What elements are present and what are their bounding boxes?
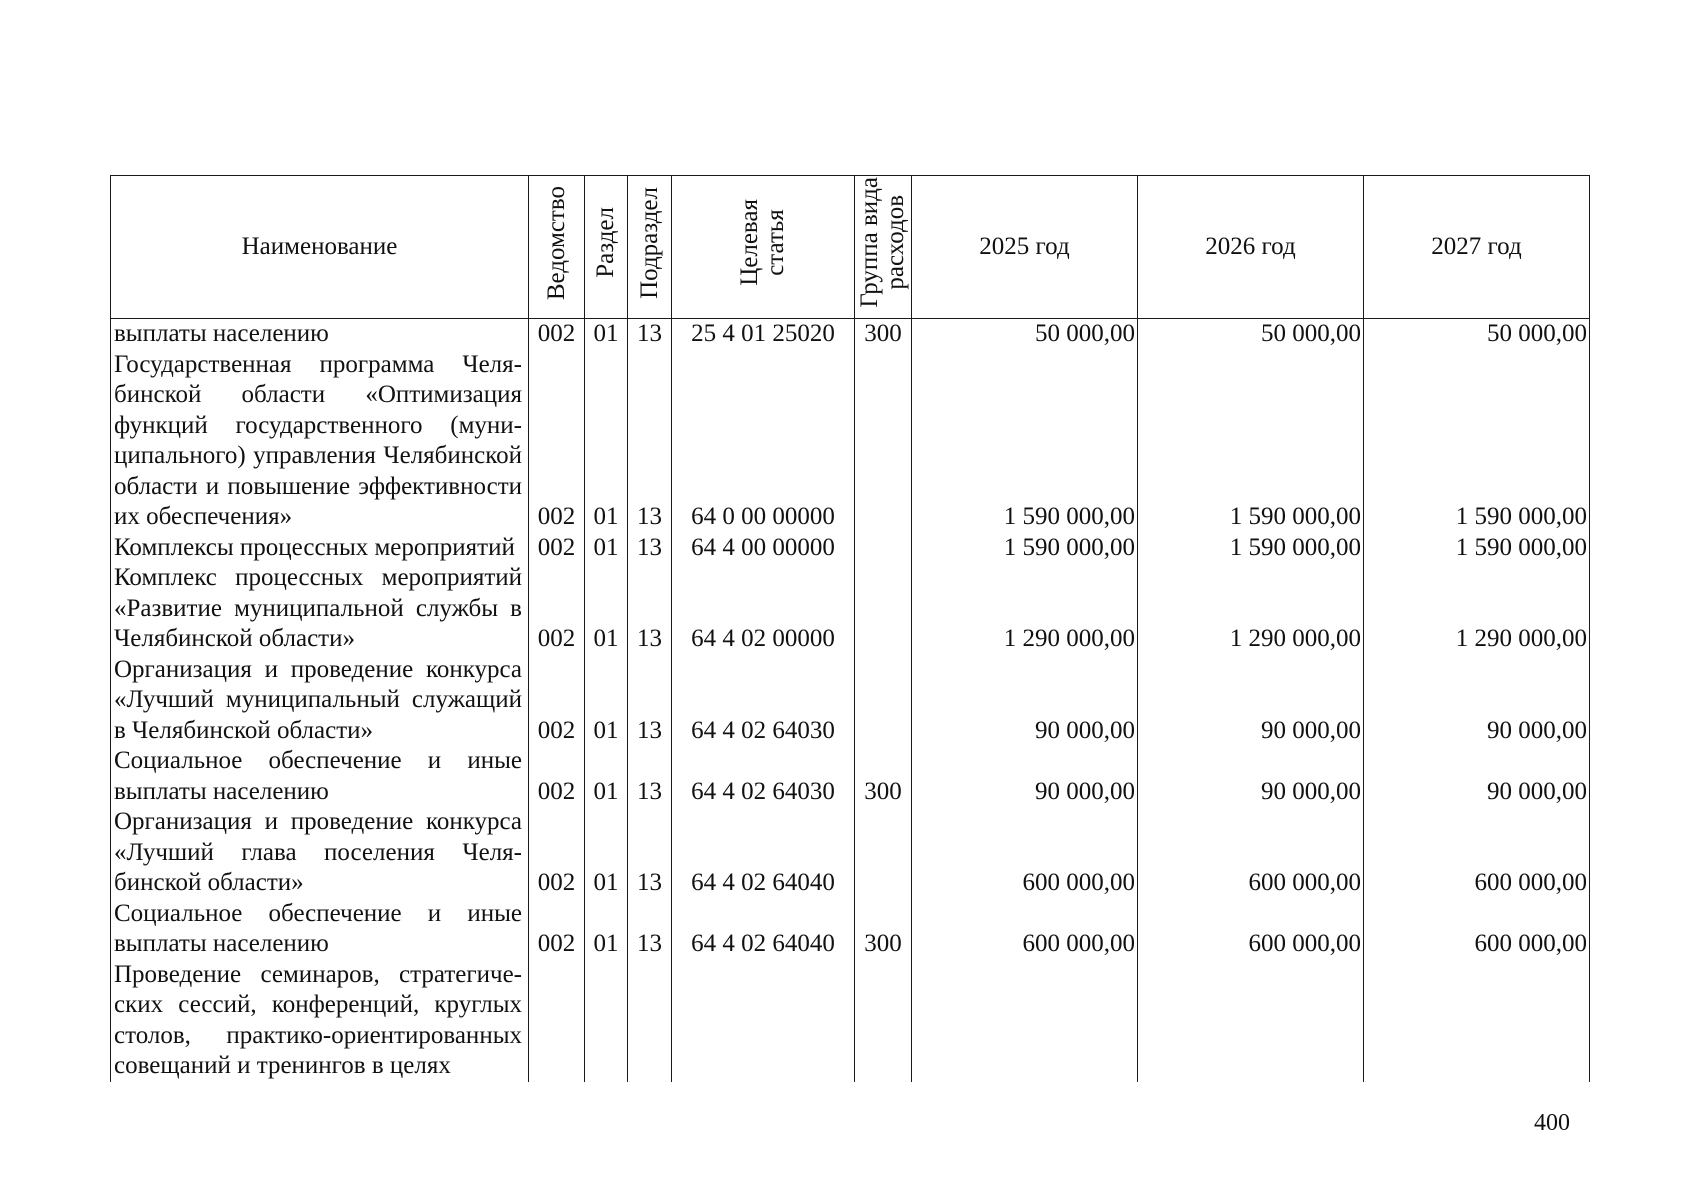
row-vedomstvo: 002 xyxy=(529,350,585,533)
row-podrazdel: 13 xyxy=(628,746,672,807)
row-razdel: 01 xyxy=(585,655,628,747)
header-gruppa-line2: расходов xyxy=(882,195,909,291)
row-gruppa xyxy=(855,807,912,899)
row-celevaya: 25 4 01 25020 xyxy=(672,319,855,350)
row-2025: 1 590 000,00 xyxy=(912,533,1138,564)
row-name: Комплексы процессных мероприятий xyxy=(111,533,529,564)
row-razdel: 01 xyxy=(585,746,628,807)
row-gruppa: 300 xyxy=(855,319,912,350)
header-celevaya-line1: Целевая xyxy=(736,199,763,287)
row-vedomstvo: 002 xyxy=(529,563,585,655)
row-2027: 90 000,00 xyxy=(1364,655,1590,747)
row-2026: 90 000,00 xyxy=(1138,746,1364,807)
row-name: Социальное обеспечение и иные выплаты населению xyxy=(111,746,529,807)
row-2025: 1 290 000,00 xyxy=(912,563,1138,655)
table-row xyxy=(111,899,1590,960)
row-vedomstvo xyxy=(529,960,585,1082)
row-vedomstvo: 002 xyxy=(529,746,585,807)
header-vedomstvo-text: Ведомство xyxy=(542,185,570,300)
header-gruppa-line1: Группа вида xyxy=(856,177,883,309)
row-celevaya: 64 4 00 00000 xyxy=(672,533,855,564)
row-name: Социальное обеспечение и иные выплаты населению xyxy=(111,899,529,960)
header-2027: 2027 год xyxy=(1364,176,1590,319)
row-gruppa xyxy=(855,350,912,533)
header-celevaya-text xyxy=(737,199,789,286)
row-celevaya: 64 4 02 00000 xyxy=(672,563,855,655)
header-razdel-text: Раздел xyxy=(592,207,619,279)
row-celevaya xyxy=(672,960,855,1082)
row-celevaya: 64 4 02 64040 xyxy=(672,899,855,960)
row-2027: 90 000,00 xyxy=(1364,746,1590,807)
header-2025: 2025 год xyxy=(912,176,1138,319)
header-podrazdel-text: Подраздел xyxy=(635,186,663,299)
header-vedomstvo xyxy=(529,176,585,319)
row-2026: 1 590 000,00 xyxy=(1138,350,1364,533)
row-2026 xyxy=(1138,960,1364,1082)
row-gruppa: 300 xyxy=(855,899,912,960)
table-row xyxy=(111,746,1590,807)
row-podrazdel xyxy=(628,960,672,1082)
header-gruppa-text xyxy=(857,177,909,308)
row-2026: 1 590 000,00 xyxy=(1138,533,1364,564)
table-row xyxy=(111,350,1590,533)
table-row xyxy=(111,655,1590,747)
header-2026: 2026 год xyxy=(1138,176,1364,319)
header-name: Наименование xyxy=(111,176,529,319)
row-podrazdel: 13 xyxy=(628,533,672,564)
budget-table xyxy=(110,175,1590,1082)
table-row xyxy=(111,960,1590,1082)
table-row xyxy=(111,319,1590,350)
row-podrazdel: 13 xyxy=(628,655,672,747)
row-2025 xyxy=(912,960,1138,1082)
table-row xyxy=(111,563,1590,655)
row-name: Комплекс процессных мероприятий «Развитие муниципальной службы в Челябинской области» xyxy=(111,563,529,655)
row-2027 xyxy=(1364,960,1590,1082)
row-2025: 600 000,00 xyxy=(912,899,1138,960)
row-2026: 600 000,00 xyxy=(1138,899,1364,960)
row-name: Проведение семинаров, стратегических сессий, конференций, круглых столов, практико-ориентированных совещаний и тренингов в целях xyxy=(111,960,529,1082)
page-number: 400 xyxy=(1534,1110,1570,1136)
row-razdel: 01 xyxy=(585,319,628,350)
row-2026: 600 000,00 xyxy=(1138,807,1364,899)
row-gruppa xyxy=(855,655,912,747)
row-razdel: 01 xyxy=(585,563,628,655)
row-2027: 50 000,00 xyxy=(1364,319,1590,350)
row-name: Организация и проведение конкурса «Лучший глава поселения Челябинской области» xyxy=(111,807,529,899)
row-razdel: 01 xyxy=(585,899,628,960)
row-celevaya: 64 4 02 64030 xyxy=(672,746,855,807)
header-razdel xyxy=(585,176,628,319)
header-podrazdel xyxy=(628,176,672,319)
row-2026: 1 290 000,00 xyxy=(1138,563,1364,655)
row-vedomstvo: 002 xyxy=(529,533,585,564)
row-celevaya: 64 4 02 64030 xyxy=(672,655,855,747)
row-podrazdel: 13 xyxy=(628,807,672,899)
table-row xyxy=(111,807,1590,899)
row-celevaya: 64 0 00 00000 xyxy=(672,350,855,533)
row-podrazdel: 13 xyxy=(628,319,672,350)
row-podrazdel: 13 xyxy=(628,899,672,960)
row-name: выплаты населению xyxy=(111,319,529,350)
row-2026: 50 000,00 xyxy=(1138,319,1364,350)
row-podrazdel: 13 xyxy=(628,563,672,655)
row-gruppa xyxy=(855,960,912,1082)
row-vedomstvo: 002 xyxy=(529,319,585,350)
table-header xyxy=(111,176,1590,319)
row-2025: 50 000,00 xyxy=(912,319,1138,350)
row-vedomstvo: 002 xyxy=(529,807,585,899)
row-razdel: 01 xyxy=(585,807,628,899)
row-2027: 600 000,00 xyxy=(1364,807,1590,899)
header-celevaya-line2: статья xyxy=(762,209,789,277)
row-2025: 90 000,00 xyxy=(912,746,1138,807)
header-gruppa xyxy=(855,176,912,319)
row-celevaya: 64 4 02 64040 xyxy=(672,807,855,899)
row-podrazdel: 13 xyxy=(628,350,672,533)
row-2025: 90 000,00 xyxy=(912,655,1138,747)
row-2026: 90 000,00 xyxy=(1138,655,1364,747)
row-gruppa: 300 xyxy=(855,746,912,807)
row-vedomstvo: 002 xyxy=(529,899,585,960)
row-gruppa xyxy=(855,563,912,655)
header-celevaya xyxy=(672,176,855,319)
row-razdel: 01 xyxy=(585,350,628,533)
row-2025: 1 590 000,00 xyxy=(912,350,1138,533)
row-razdel: 01 xyxy=(585,533,628,564)
row-2025: 600 000,00 xyxy=(912,807,1138,899)
row-2027: 1 590 000,00 xyxy=(1364,350,1590,533)
row-2027: 1 590 000,00 xyxy=(1364,533,1590,564)
row-2027: 600 000,00 xyxy=(1364,899,1590,960)
row-razdel xyxy=(585,960,628,1082)
table-body xyxy=(111,319,1590,1082)
row-2027: 1 290 000,00 xyxy=(1364,563,1590,655)
row-gruppa xyxy=(855,533,912,564)
row-vedomstvo: 002 xyxy=(529,655,585,747)
table-row xyxy=(111,533,1590,564)
row-name: Государственная программа Челябинской области «Оптимизация функций государственного (муниципального) управления Челябинской области и повышение эффективности их обеспечения» xyxy=(111,350,529,533)
row-name: Организация и проведение конкурса «Лучший муниципальный служащий в Челябинской области» xyxy=(111,655,529,747)
